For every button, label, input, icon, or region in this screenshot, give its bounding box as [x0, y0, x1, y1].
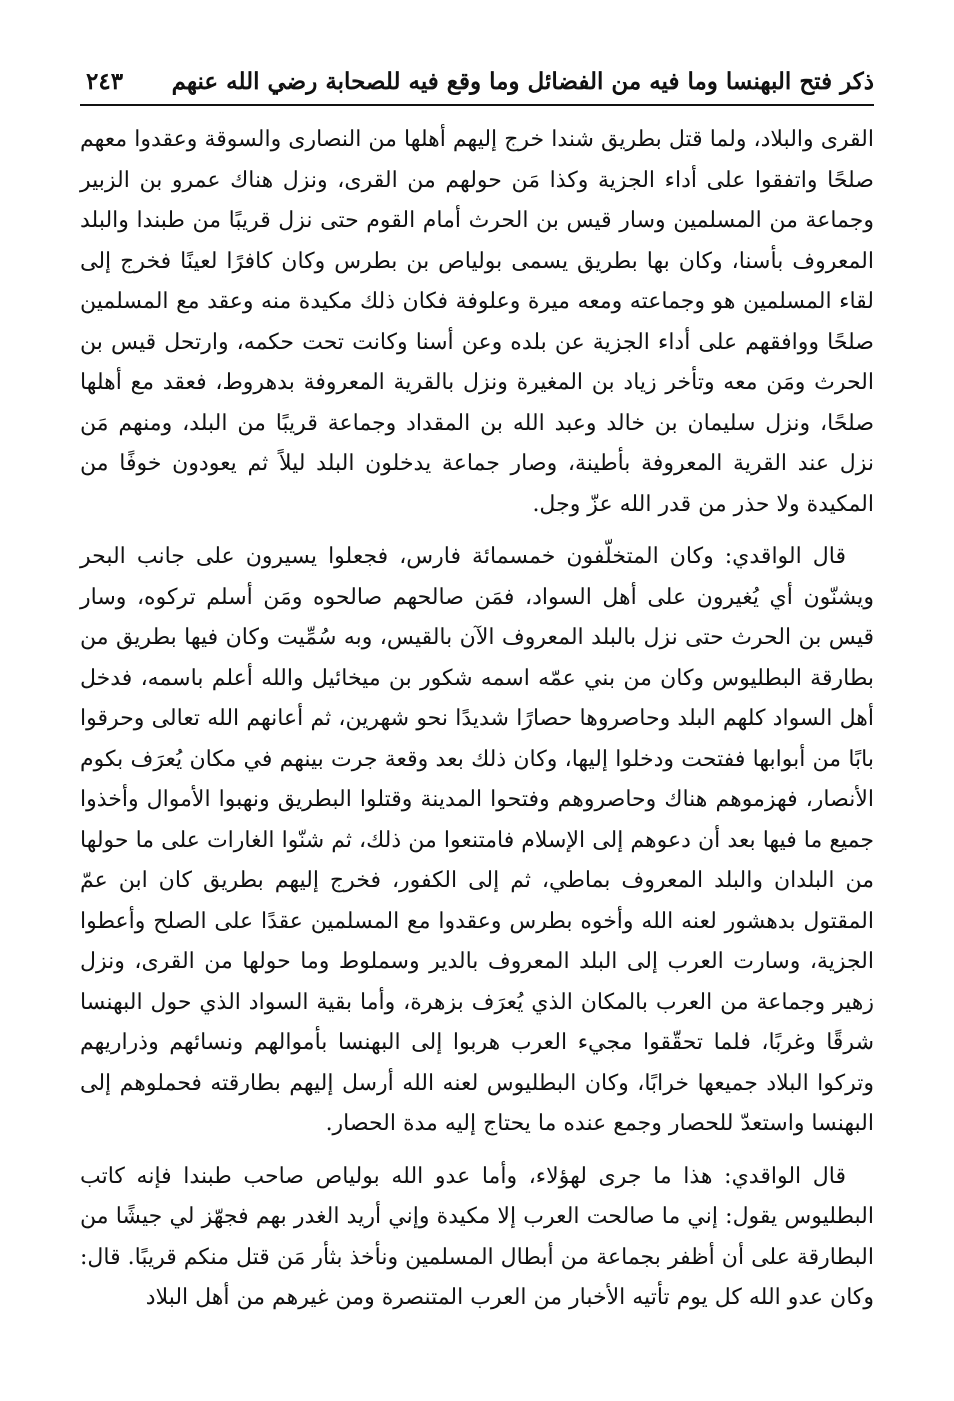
- body-text: [80, 120, 874, 1319]
- paragraph-3: قال الواقدي: هذا ما جرى لهؤلاء، وأما عدو الله بولياص صاحب طبندا فإنه كاتب البطليوس يقول: إني ما صالحت العرب إلا مكيدة وإني أريد الغدر بهم فجهّز لي جيشًا من البطارقة على أن أظفر بجماعة من أبطال المسلمين ونأخذ بثأر مَن قتل منكم قريبًا. قال: وكان عدو الله كل يوم تأتيه الأخبار من العرب المتنصرة ومن غيرهم من أهل البلاد: [80, 1163, 874, 1310]
- page-header: [80, 66, 874, 106]
- document-page: [80, 66, 874, 1319]
- page-number: ٢٤٣: [86, 68, 124, 95]
- running-title: ذكر فتح البهنسا وما فيه من الفضائل وما وقع فيه للصحابة رضي الله عنهم: [171, 68, 874, 95]
- paragraph-1: القرى والبلاد، ولما قتل بطريق شندا خرج إليهم أهلها من النصارى والسوقة وعقدوا معهم صلحًا واتفقوا على أداء الجزية وكذا مَن حولهم من القرى، ونزل هناك عمرو بن الزبير وجماعة من المسلمين وسار قيس بن الحرث أمام القوم حتى نزل قريبًا من طبندا والبلد المعروف بأسنا، وكان بها بطريق يسمى بولياص بن بطرس وكان كافرًا لعينًا فخرج إلى لقاء المسلمين هو وجماعته ومعه ميرة وعلوفة فكان ذلك مكيدة منه وعقد مع المسلمين صلحًا ووافقهم على أداء الجزية عن بلده وعن أسنا وكانت تحت حكمه، وارتحل قيس بن الحرث ومَن معه وتأخر زياد بن المغيرة ونزل بالقرية المعروفة بدهروط، فعقد مع أهلها صلحًا، ونزل سليمان بن خالد وعبد الله بن المقداد وجماعة قريبًا من البلد، ومنهم مَن نزل عند القرية المعروفة بأطينة، وصار جماعة يدخلون البلد ليلاً ثم يعودون خوفًا من المكيدة ولا حذر من قدر الله عزّ وجل.: [80, 127, 874, 517]
- paragraph-2: قال الواقدي: وكان المتخلّفون خمسمائة فارس، فجعلوا يسيرون على جانب البحر ويشنّون أي يُغيرون على أهل السواد، فمَن صالحهم صالحوه ومَن أسلم تركوه، وسار قيس بن الحرث حتى نزل بالبلد المعروف الآن بالقيس، وبه سُمِّيت وكان فيها بطريق من بطارقة البطليوس وكان من بني عمّه اسمه شكور بن ميخائيل والله أعلم باسمه، فدخل أهل السواد كلهم البلد وحاصروها حصارًا شديدًا نحو شهرين، ثم أعانهم الله تعالى وحرقوا بابًا من أبوابها ففتحت ودخلوا إليها، وكان ذلك بعد وقعة جرت بينهم في مكان يُعرَف بكوم الأنصار، فهزموهم هناك وحاصروهم وفتحوا المدينة وقتلوا البطريق ونهبوا الأموال وأخذوا جميع ما فيها بعد أن دعوهم إلى الإسلام فامتنعوا من ذلك، ثم شنّوا الغارات على ما حولها من البلدان والبلد المعروف بماطي، ثم إلى الكفور، فخرج إليهم بطريق كان ابن عمّ المقتول بدهشور لعنه الله وأخوه بطرس وعقدوا مع المسلمين عقدًا على الصلح وأعطوا الجزية، وسارت العرب إلى البلد المعروف بالدير وسملوط وما حولها من القرى، ونزل زهير وجماعة من العرب بالمكان الذي يُعرَف بزهرة، وأما بقية السواد الذي حول البهنسا شرقًا وغربًا، فلما تحقّقوا مجيء العرب هربوا إلى البهنسا بأموالهم ونسائهم وذراريهم وتركوا البلاد جميعها خرابًا، وكان البطليوس لعنه الله أرسل إليهم بطارقته فحملوهم إلى البهنسا واستعدّ للحصار وجمع عنده ما يحتاج إليه مدة الحصار.: [80, 544, 874, 1136]
